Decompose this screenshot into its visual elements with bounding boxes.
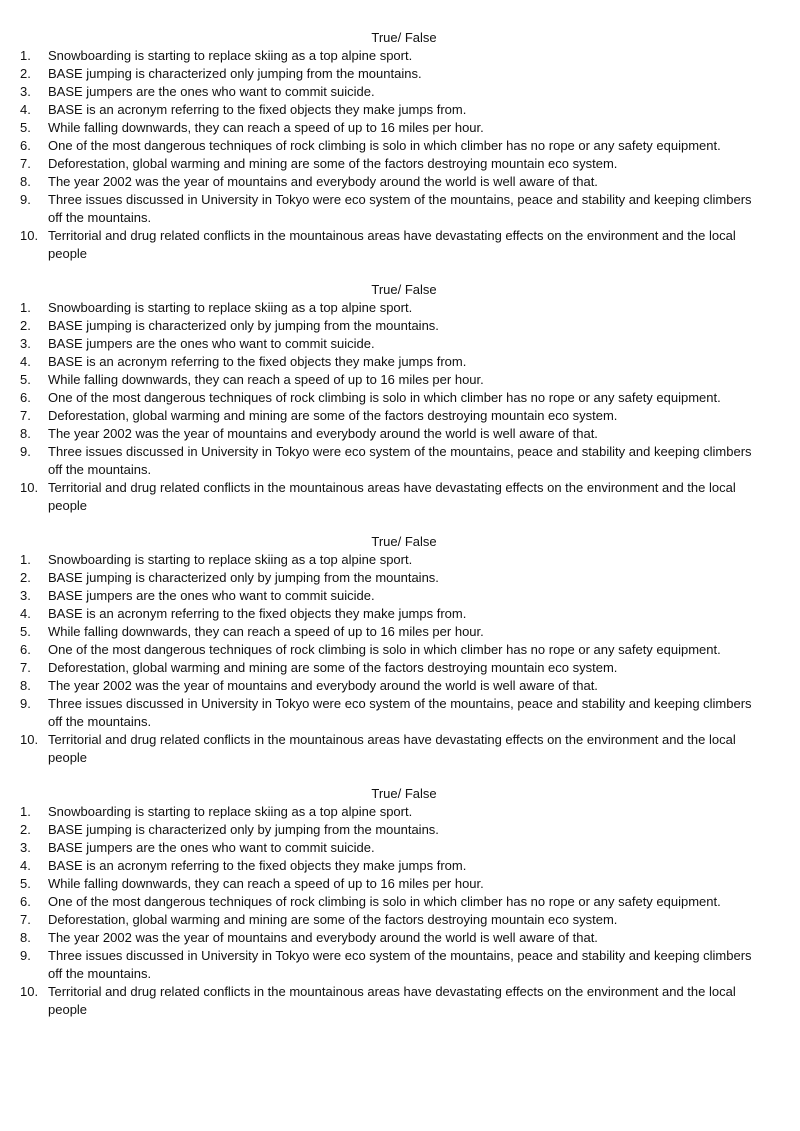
question-text: One of the most dangerous techniques of rock climbing is solo in which climber has no rope or any safety equipment.: [48, 894, 721, 909]
question-text: BASE jumping is characterized only by jumping from the mountains.: [48, 822, 439, 837]
question-item: [0, 731, 800, 767]
question-number: 5.: [20, 120, 31, 135]
question-number: 7.: [20, 912, 31, 927]
question-number: 2.: [20, 66, 31, 81]
question-number: 10.: [20, 228, 39, 243]
question-number: 1.: [20, 552, 31, 567]
question-text: Deforestation, global warming and mining are some of the factors destroying mountain eco system.: [48, 660, 618, 675]
question-text: Three issues discussed in University in Tokyo were eco system of the mountains, peace and stability and keeping climbers off the mountains.: [48, 948, 752, 981]
question-item: [0, 137, 800, 155]
question-item: [0, 659, 800, 677]
question-item: [0, 299, 800, 317]
question-number: 2.: [20, 318, 31, 333]
document-page: [0, 29, 800, 1037]
question-item: [0, 191, 800, 227]
question-item: [0, 569, 800, 587]
question-text: Territorial and drug related conflicts in the mountainous areas have devastating effects on the environment and the local people: [48, 732, 736, 765]
question-number: 3.: [20, 336, 31, 351]
question-item: [0, 227, 800, 263]
question-item: [0, 947, 800, 983]
question-text: The year 2002 was the year of mountains and everybody around the world is well aware of that.: [48, 678, 598, 693]
question-item: [0, 479, 800, 515]
question-text: While falling downwards, they can reach a speed of up to 16 miles per hour.: [48, 120, 484, 135]
question-text: While falling downwards, they can reach a speed of up to 16 miles per hour.: [48, 876, 484, 891]
question-text: BASE is an acronym referring to the fixed objects they make jumps from.: [48, 102, 467, 117]
question-text: The year 2002 was the year of mountains and everybody around the world is well aware of that.: [48, 174, 598, 189]
quiz-section: [0, 533, 800, 767]
question-text: One of the most dangerous techniques of rock climbing is solo in which climber has no rope or any safety equipment.: [48, 642, 721, 657]
question-item: [0, 551, 800, 569]
question-text: Three issues discussed in University in Tokyo were eco system of the mountains, peace and stability and keeping climbers off the mountains.: [48, 444, 752, 477]
question-number: 4.: [20, 858, 31, 873]
question-item: [0, 173, 800, 191]
question-number: 5.: [20, 624, 31, 639]
question-number: 1.: [20, 804, 31, 819]
question-text: Deforestation, global warming and mining are some of the factors destroying mountain eco system.: [48, 912, 618, 927]
section-title: True/ False: [371, 786, 437, 801]
question-number: 6.: [20, 642, 31, 657]
question-number: 6.: [20, 390, 31, 405]
question-text: BASE is an acronym referring to the fixed objects they make jumps from.: [48, 606, 467, 621]
question-text: Deforestation, global warming and mining are some of the factors destroying mountain eco system.: [48, 156, 618, 171]
question-number: 9.: [20, 192, 31, 207]
question-number: 7.: [20, 156, 31, 171]
question-item: [0, 839, 800, 857]
question-number: 10.: [20, 732, 39, 747]
question-text: BASE jumpers are the ones who want to commit suicide.: [48, 336, 375, 351]
question-number: 9.: [20, 444, 31, 459]
question-item: [0, 983, 800, 1019]
question-number: 7.: [20, 660, 31, 675]
question-number: 4.: [20, 606, 31, 621]
question-item: [0, 587, 800, 605]
question-item: [0, 335, 800, 353]
question-number: 6.: [20, 894, 31, 909]
question-text: BASE is an acronym referring to the fixed objects they make jumps from.: [48, 354, 467, 369]
question-item: [0, 65, 800, 83]
question-list: [0, 803, 800, 1019]
question-item: [0, 155, 800, 173]
question-text: BASE jumpers are the ones who want to commit suicide.: [48, 840, 375, 855]
question-text: Deforestation, global warming and mining are some of the factors destroying mountain eco system.: [48, 408, 618, 423]
question-item: [0, 101, 800, 119]
question-text: While falling downwards, they can reach a speed of up to 16 miles per hour.: [48, 624, 484, 639]
question-text: Snowboarding is starting to replace skiing as a top alpine sport.: [48, 552, 413, 567]
question-item: [0, 857, 800, 875]
question-list: [0, 551, 800, 767]
question-number: 8.: [20, 678, 31, 693]
question-number: 1.: [20, 300, 31, 315]
question-number: 5.: [20, 876, 31, 891]
question-item: [0, 353, 800, 371]
question-item: [0, 875, 800, 893]
question-item: [0, 83, 800, 101]
question-number: 2.: [20, 822, 31, 837]
question-text: Snowboarding is starting to replace skiing as a top alpine sport.: [48, 804, 413, 819]
question-text: BASE jumpers are the ones who want to commit suicide.: [48, 84, 375, 99]
question-item: [0, 425, 800, 443]
quiz-section: [0, 281, 800, 515]
question-text: Three issues discussed in University in Tokyo were eco system of the mountains, peace and stability and keeping climbers off the mountains.: [48, 192, 752, 225]
question-text: Snowboarding is starting to replace skiing as a top alpine sport.: [48, 300, 413, 315]
question-item: [0, 911, 800, 929]
question-item: [0, 407, 800, 425]
question-number: 6.: [20, 138, 31, 153]
question-text: The year 2002 was the year of mountains and everybody around the world is well aware of that.: [48, 930, 598, 945]
question-number: 4.: [20, 354, 31, 369]
question-number: 10.: [20, 480, 39, 495]
question-text: One of the most dangerous techniques of rock climbing is solo in which climber has no rope or any safety equipment.: [48, 390, 721, 405]
section-title: True/ False: [371, 30, 437, 45]
question-item: [0, 389, 800, 407]
question-text: Snowboarding is starting to replace skiing as a top alpine sport.: [48, 48, 413, 63]
question-item: [0, 623, 800, 641]
quiz-section: [0, 785, 800, 1019]
question-number: 3.: [20, 588, 31, 603]
section-title: True/ False: [371, 282, 437, 297]
question-number: 8.: [20, 930, 31, 945]
question-text: BASE jumping is characterized only by jumping from the mountains.: [48, 318, 439, 333]
question-item: [0, 929, 800, 947]
question-number: 10.: [20, 984, 39, 999]
question-text: BASE jumpers are the ones who want to commit suicide.: [48, 588, 375, 603]
question-number: 7.: [20, 408, 31, 423]
question-item: [0, 641, 800, 659]
question-item: [0, 317, 800, 335]
section-title: True/ False: [371, 534, 437, 549]
question-list: [0, 299, 800, 515]
question-item: [0, 47, 800, 65]
question-text: BASE jumping is characterized only by jumping from the mountains.: [48, 570, 439, 585]
question-item: [0, 605, 800, 623]
question-number: 8.: [20, 426, 31, 441]
question-item: [0, 371, 800, 389]
question-item: [0, 695, 800, 731]
question-number: 4.: [20, 102, 31, 117]
question-number: 5.: [20, 372, 31, 387]
question-text: One of the most dangerous techniques of rock climbing is solo in which climber has no rope or any safety equipment.: [48, 138, 721, 153]
question-list: [0, 47, 800, 263]
question-text: While falling downwards, they can reach a speed of up to 16 miles per hour.: [48, 372, 484, 387]
question-number: 1.: [20, 48, 31, 63]
question-text: BASE is an acronym referring to the fixed objects they make jumps from.: [48, 858, 467, 873]
question-text: Territorial and drug related conflicts in the mountainous areas have devastating effects on the environment and the local people: [48, 480, 736, 513]
question-item: [0, 443, 800, 479]
question-item: [0, 893, 800, 911]
question-item: [0, 119, 800, 137]
question-number: 2.: [20, 570, 31, 585]
question-item: [0, 821, 800, 839]
question-text: Territorial and drug related conflicts in the mountainous areas have devastating effects on the environment and the local people: [48, 228, 736, 261]
question-number: 9.: [20, 696, 31, 711]
question-text: Three issues discussed in University in Tokyo were eco system of the mountains, peace and stability and keeping climbers off the mountains.: [48, 696, 752, 729]
question-number: 9.: [20, 948, 31, 963]
question-text: The year 2002 was the year of mountains and everybody around the world is well aware of that.: [48, 426, 598, 441]
question-item: [0, 803, 800, 821]
question-number: 3.: [20, 840, 31, 855]
question-text: Territorial and drug related conflicts in the mountainous areas have devastating effects on the environment and the local people: [48, 984, 736, 1017]
question-text: BASE jumping is characterized only jumping from the mountains.: [48, 66, 422, 81]
question-item: [0, 677, 800, 695]
question-number: 3.: [20, 84, 31, 99]
quiz-section: [0, 29, 800, 263]
question-number: 8.: [20, 174, 31, 189]
